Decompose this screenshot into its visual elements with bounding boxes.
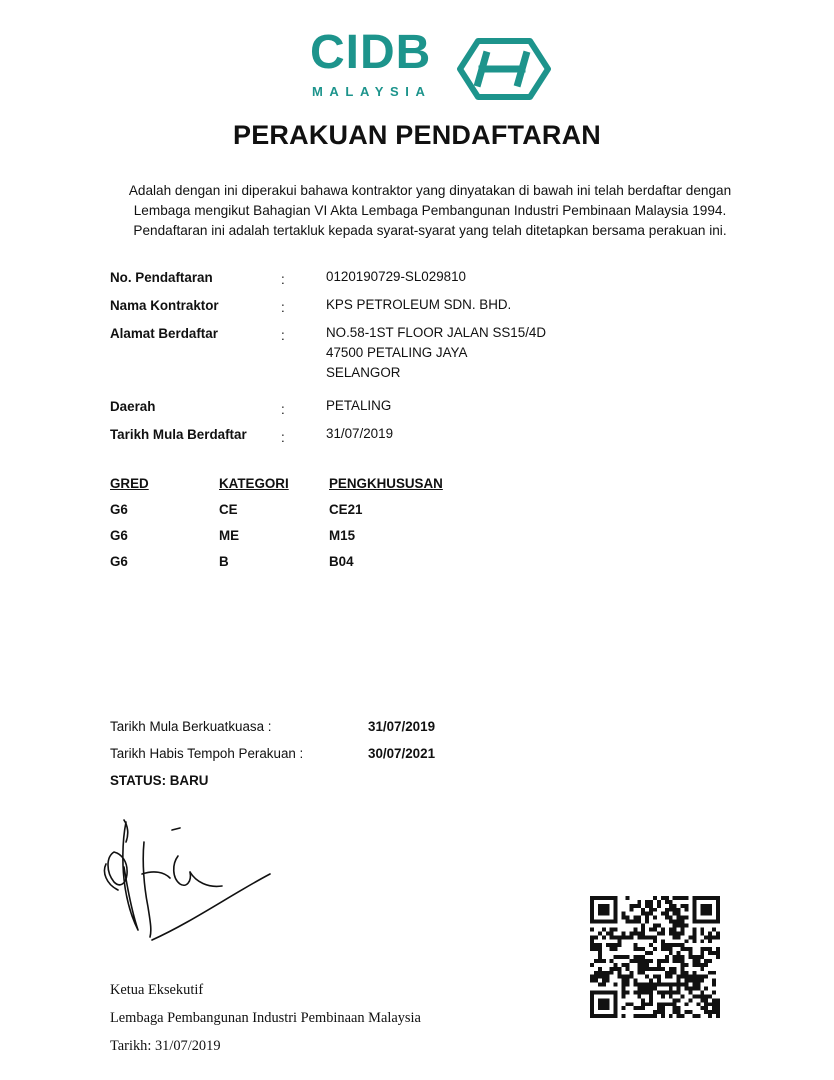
column-header-pengkhususan: PENGKHUSUSAN [329, 476, 443, 491]
qr-code [590, 896, 720, 1018]
cidb-logo [306, 26, 552, 101]
table-cell: B04 [329, 554, 354, 569]
table-cell: G6 [110, 528, 128, 543]
field-colon: : [281, 300, 285, 315]
intro-line: Pendaftaran ini adalah tertakluk kepada syarat-syarat yang telah ditetapkan bersama perakuan ini. [133, 223, 727, 238]
page-title: PERAKUAN PENDAFTARAN [233, 120, 601, 150]
qr-modules [590, 896, 720, 1018]
tarikh-mula-label: Tarikh Mula Berdaftar [110, 427, 247, 442]
no-pendaftaran-value: 0120190729-SL029810 [326, 269, 466, 284]
table-cell: CE [219, 502, 238, 517]
table-cell: G6 [110, 554, 128, 569]
signature-image [92, 812, 277, 947]
signature-date: Tarikh: 31/07/2019 [110, 1038, 221, 1054]
table-cell: ME [219, 528, 240, 543]
tarikh-mula-berkuatkuasa-label: Tarikh Mula Berkuatkuasa : [110, 719, 272, 734]
tarikh-mula-value: 31/07/2019 [326, 426, 394, 441]
column-header-kategori: KATEGORI [219, 476, 289, 491]
logo-subtitle: MALAYSIA [312, 84, 432, 99]
alamat-label: Alamat Berdaftar [110, 326, 218, 341]
nama-kontraktor-value: KPS PETROLEUM SDN. BHD. [326, 297, 512, 312]
no-pendaftaran-label: No. Pendaftaran [110, 270, 213, 285]
field-colon: : [281, 402, 285, 417]
table-cell: M15 [329, 528, 356, 543]
logo-wordmark: CIDB [310, 26, 432, 79]
tarikh-habis-label: Tarikh Habis Tempoh Perakuan : [110, 746, 304, 761]
alamat-value [326, 323, 546, 383]
address-line: 47500 PETALING JAYA [326, 345, 468, 360]
tarikh-habis-value: 30/07/2021 [368, 746, 436, 761]
address-line: SELANGOR [326, 365, 401, 380]
daerah-label: Daerah [110, 399, 156, 414]
status-text: STATUS: BARU [110, 773, 209, 788]
field-colon: : [281, 272, 285, 287]
table-cell: CE21 [329, 502, 363, 517]
intro-line: Lembaga mengikut Bahagian VI Akta Lembaga Pembangunan Industri Pembinaan Malaysia 1994. [133, 203, 727, 218]
daerah-value: PETALING [326, 398, 392, 413]
logo-hexagon-icon [456, 37, 552, 101]
intro-line: Adalah dengan ini diperakui bahawa kontraktor yang dinyatakan di bawah ini telah berdaftar dengan [128, 183, 732, 198]
address-line: NO.58-1ST FLOOR JALAN SS15/4D [326, 325, 547, 340]
field-colon: : [281, 430, 285, 445]
nama-kontraktor-label: Nama Kontraktor [110, 298, 219, 313]
signatory-organisation: Lembaga Pembangunan Industri Pembinaan Malaysia [110, 1010, 421, 1026]
field-colon: : [281, 328, 285, 343]
intro-paragraph [100, 181, 760, 241]
table-cell: G6 [110, 502, 128, 517]
column-header-gred: GRED [110, 476, 149, 491]
table-cell: B [219, 554, 229, 569]
tarikh-mula-berkuatkuasa-value: 31/07/2019 [368, 719, 436, 734]
signatory-role: Ketua Eksekutif [110, 982, 204, 998]
